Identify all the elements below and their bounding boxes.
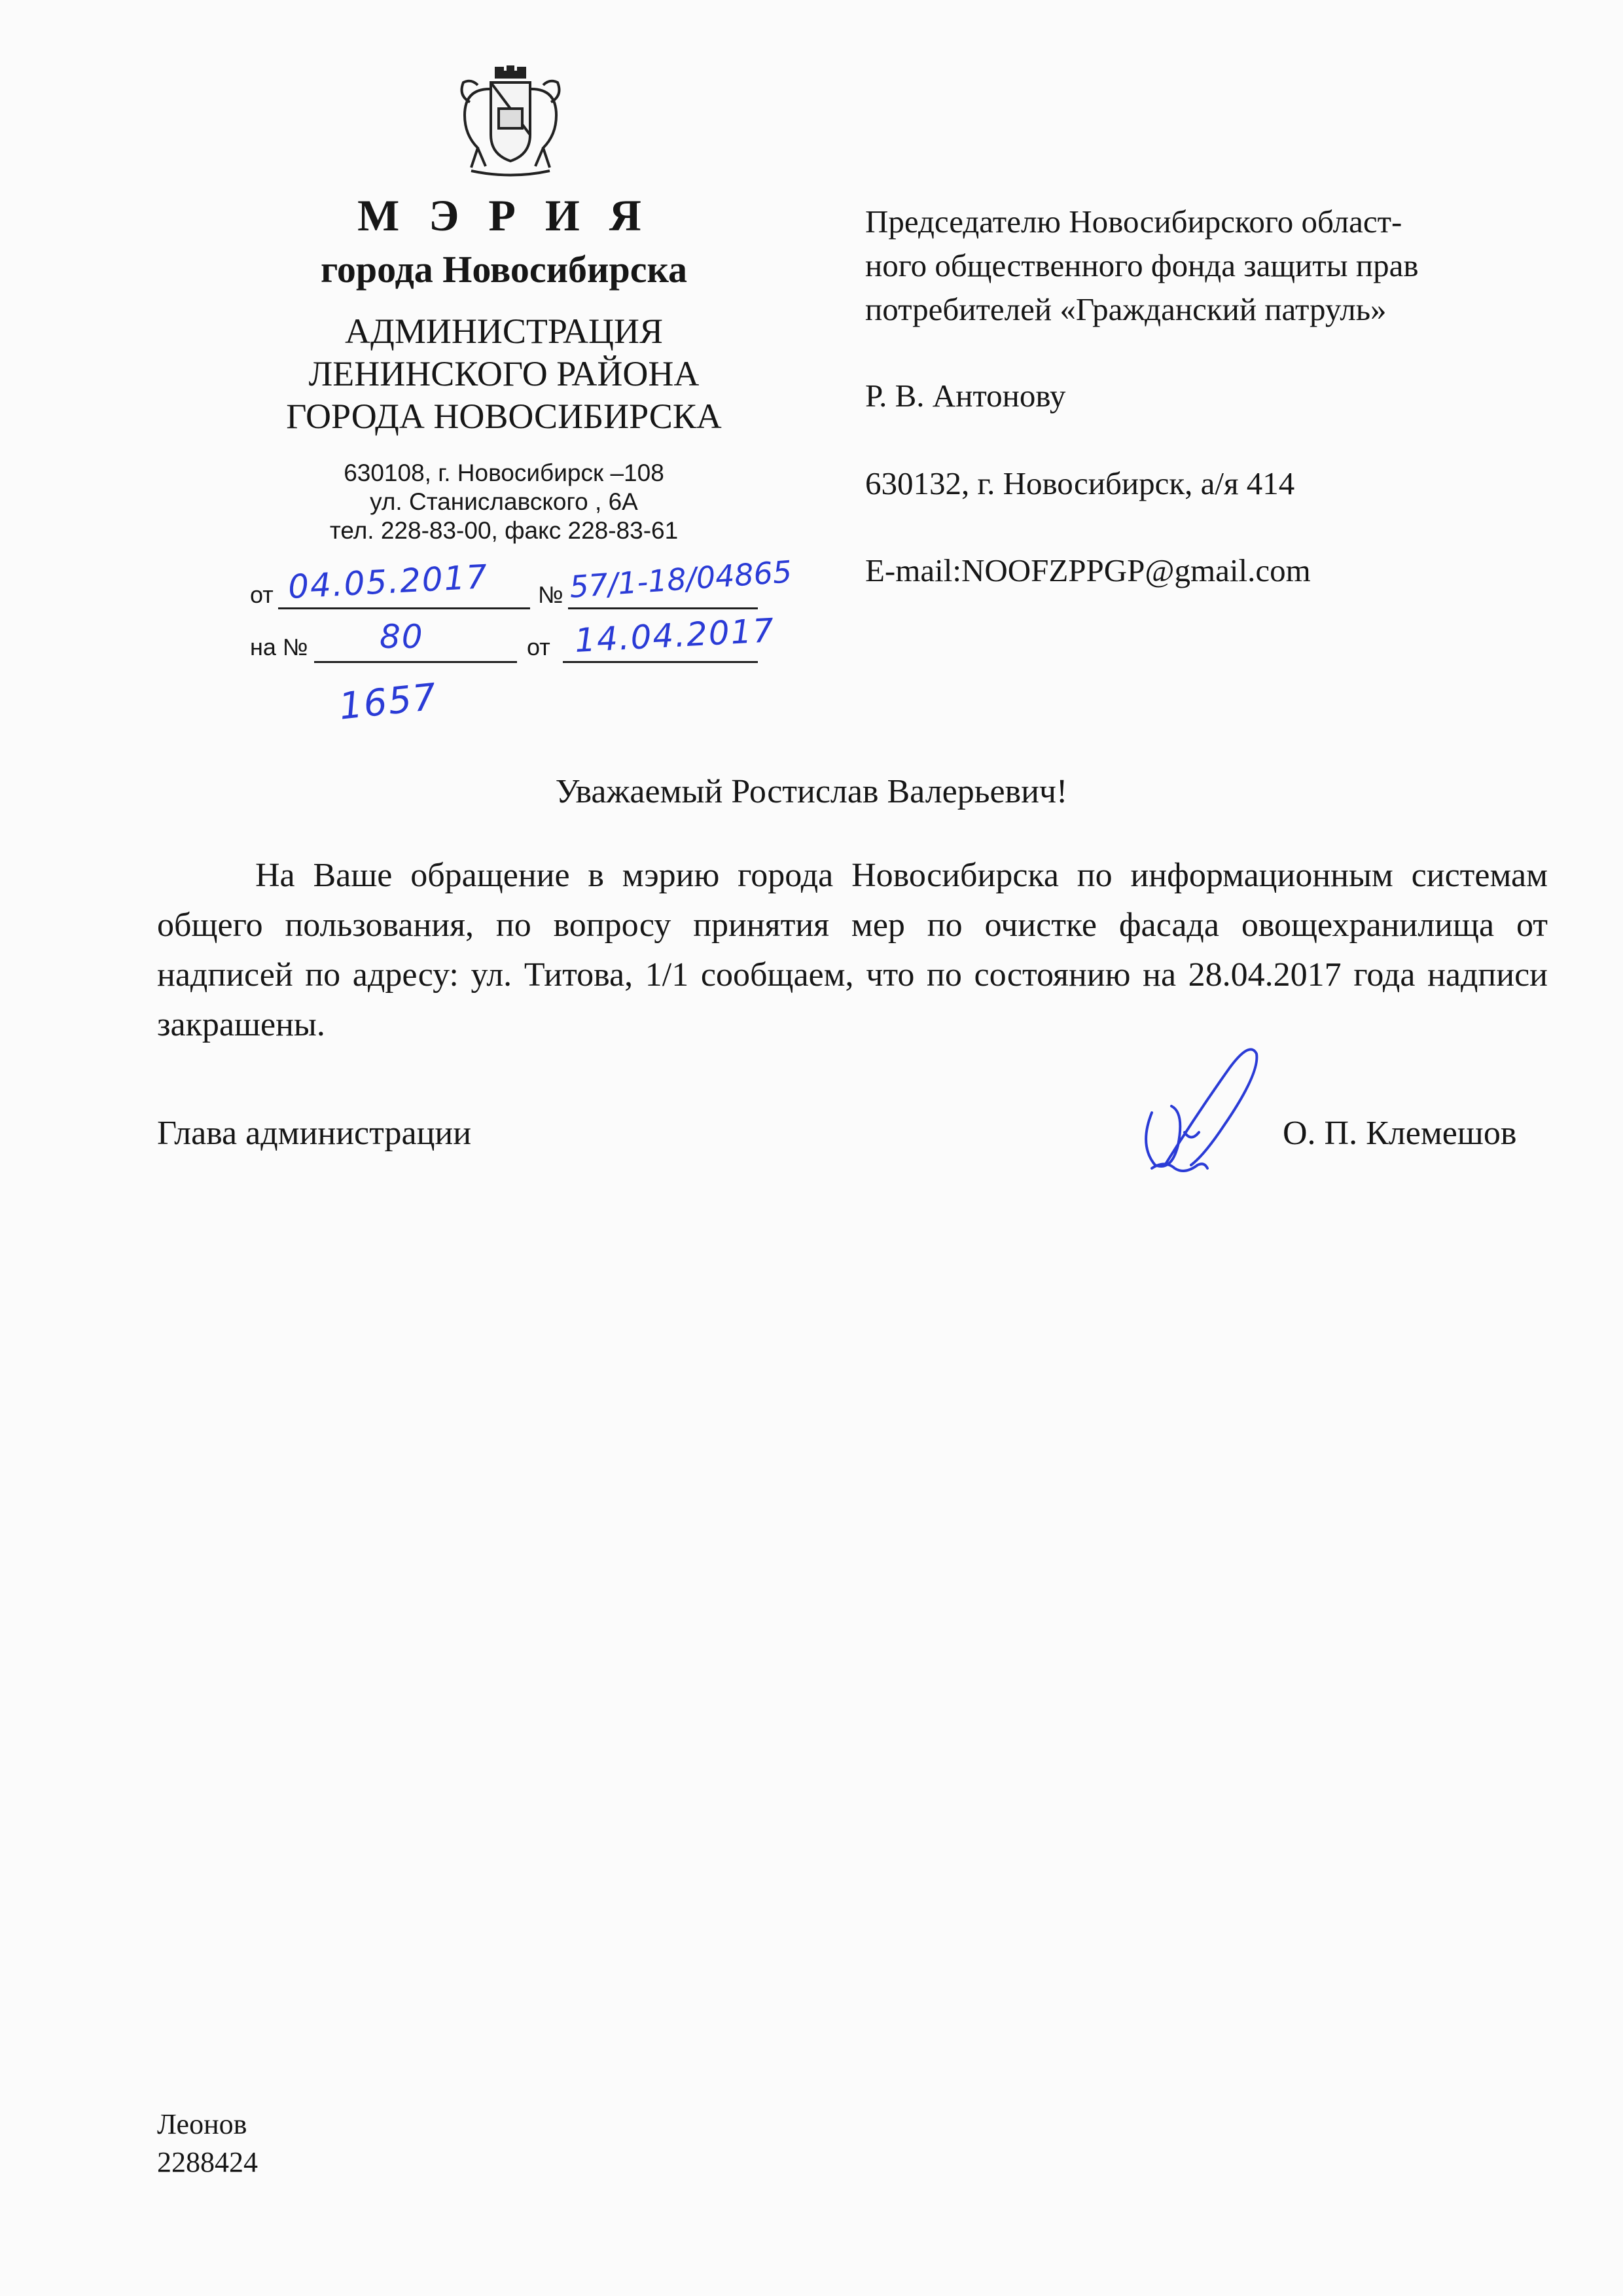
reply-date-label: от xyxy=(527,634,550,660)
addressee-email: E-mail:NOOFZPPGP@gmail.com xyxy=(865,552,1311,588)
addressee-line: Председателю Новосибирского област- xyxy=(865,204,1402,240)
outgoing-date-handwritten: 04.05.2017 xyxy=(287,558,490,606)
admin-line: ЛЕНИНСКОГО РАЙОНА xyxy=(308,354,700,393)
addressee-line: потребителей «Гражданский патруль» xyxy=(865,291,1387,327)
executor-phone: 2288424 xyxy=(157,2146,258,2178)
executor-name: Леонов xyxy=(157,2108,247,2140)
incoming-number-handwritten: 80 xyxy=(380,618,424,656)
signature-icon xyxy=(1126,1034,1296,1185)
coat-of-arms-icon xyxy=(445,63,576,181)
org-phone-line: тел. 228-83-00, факс 228-83-61 xyxy=(329,517,679,544)
signer-name: О. П. Клемешов xyxy=(1283,1115,1517,1152)
addressee-name: Р. В. Антонову xyxy=(865,378,1066,414)
addressee-postal: 630132, г. Новосибирск, а/я 414 xyxy=(865,465,1295,501)
salutation: Уважаемый Ростислав Валерьевич! xyxy=(555,773,1068,810)
from-label: от xyxy=(250,581,274,608)
reply-to-label: на № xyxy=(250,634,308,660)
handwritten-mark: 1657 xyxy=(337,675,440,728)
org-address-line: 630108, г. Новосибирск –108 xyxy=(344,459,664,486)
letter-body xyxy=(157,851,1548,1050)
outgoing-date-line xyxy=(278,607,530,609)
incoming-number-line xyxy=(314,661,517,663)
incoming-date-line xyxy=(563,661,758,663)
number-label: № xyxy=(538,581,563,608)
addressee-line: ного общественного фонда защиты прав xyxy=(865,247,1419,283)
letter-body-text: На Ваше обращение в мэрию города Новосибирска по информационным системам общего пользования, по вопросу принятия мер по очистке фасада овощехранилища от надписей по адресу: ул. Титова, 1/1 сообщаем, что по состоянию на 28.04.2017 года надписи закрашены. xyxy=(157,857,1548,1043)
outgoing-number-line xyxy=(568,607,758,609)
org-title: М Э Р И Я xyxy=(357,190,651,240)
outgoing-number-handwritten: 57/1-18/04865 xyxy=(568,554,793,605)
incoming-date-handwritten: 14.04.2017 xyxy=(573,611,776,660)
signer-title: Глава администрации xyxy=(157,1115,472,1152)
org-address-line: ул. Станиславского , 6А xyxy=(370,488,638,515)
admin-line: АДМИНИСТРАЦИЯ xyxy=(345,312,663,351)
admin-line: ГОРОДА НОВОСИБИРСКА xyxy=(286,397,722,436)
org-city: города Новосибирска xyxy=(320,248,688,291)
